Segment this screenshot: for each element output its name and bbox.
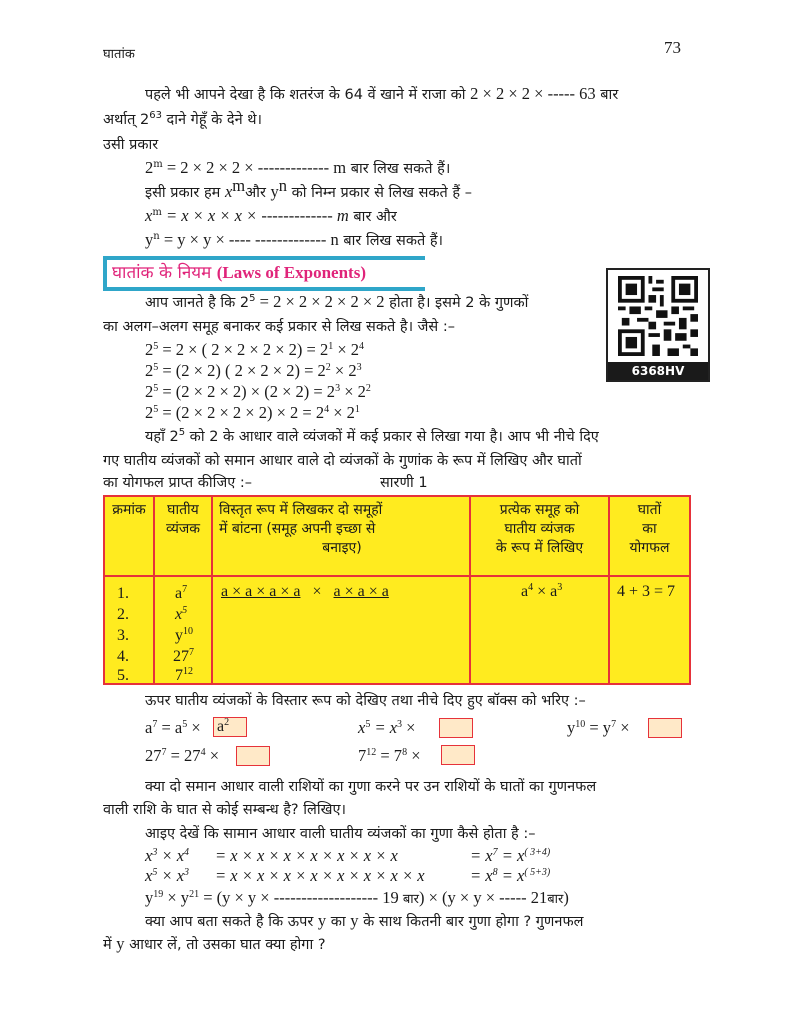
math: × 2 [329,403,355,422]
text: बार [547,892,564,907]
math: = x × x × x × ------------- m [161,206,349,225]
math: = 2 × 2 × 2 × 2 × 2 [255,292,385,311]
header-line: घातीय व्यंजक [504,521,575,537]
text: आप जानते है कि 2 [145,295,250,311]
header-line: विस्तृत रूप में लिखकर दो समूहों [219,502,383,518]
math: × y [163,888,190,907]
qr-code-label: 6368HV [608,362,708,380]
superscript: 5 [152,867,158,878]
text: बार और [348,209,397,225]
superscript: 10 [575,719,586,730]
text: आधार लें, तो उसका घात क्या होगा ? [124,937,326,953]
heading-english: (Laws of Exponents) [216,263,366,282]
exp: 7 [189,647,194,658]
math: = 2 × 2 × 2 × ------------- m [162,158,347,177]
math: × [402,718,416,737]
group-a: a × a × a × a [221,583,301,600]
math: = (2 × 2 × 2 × 2) × 2 = 2 [158,403,325,422]
superscript: 2 [224,717,230,728]
heading-hindi: घातांक के नियम [112,263,217,283]
question1-line-1: क्या दो समान आधार वाली राशियों का गुणा करने पर उन राशियों के घातों का गुणनफल [145,779,597,795]
math: = (2 × 2 × 2) × (2 × 2) = 2 [158,382,336,401]
superscript: 5 [153,341,159,352]
superscript: 19 [153,889,164,900]
multiply-eq-1-expand: = x × x × x × x × x × x × x [215,846,398,865]
math: = a [157,718,183,737]
text: के साथ कितनी बार गुणा होगा ? गुणनफल [358,914,584,930]
example-3 [145,382,371,402]
math: × [205,746,219,765]
math: y [145,888,154,907]
math: = x [497,846,525,865]
header-expression [155,501,211,539]
fill-item-2 [358,718,415,738]
multiply-eq-2 [145,866,189,886]
example-1 [145,340,364,360]
header-each-group [471,501,608,558]
answer-value [217,718,229,736]
math: = x [370,718,398,737]
math: = (y × y × ------------------- 19 [199,888,403,907]
exp: 10 [183,626,193,637]
intro-line-6 [145,206,397,227]
multiply-eq-1-result [470,846,550,866]
base: x [175,606,183,623]
math: × x [157,866,185,885]
math: 2 [145,361,154,380]
text: में [103,937,117,953]
header-line: व्यंजक [165,521,201,537]
header-line: घातीय [167,502,199,518]
intro-line-1 [145,84,618,105]
header-line: का [642,521,657,537]
math: 2 [145,340,154,359]
multiply-eq-3 [145,888,569,910]
superscript: 4 [359,341,365,352]
base: y [175,627,183,644]
expression-1 [175,585,187,603]
superscript: 7 [161,747,167,758]
superscript: 5 [182,719,188,730]
serial-3: 3. [117,627,129,644]
intro-line-2 [103,110,262,130]
superscript: ( 5+3) [524,867,551,878]
intro-line-3: उसी प्रकार [103,137,159,153]
group-sep: × [312,583,322,600]
math: × [616,718,630,737]
header-expanded [219,501,465,558]
superscript: 2 [325,362,331,373]
superscript: 3 [397,719,403,730]
serial-2: 2. [117,606,129,623]
math: = x [497,866,525,885]
math: = 27 [166,746,201,765]
header-line: क्रमांक [112,502,146,518]
multiply-eq-2-expand: = x × x × x × x × x × x × x × x [215,866,425,885]
multiply-eq-2-result [470,866,550,886]
fill-item-1 [145,718,201,738]
math: 2 [145,158,154,177]
question1-line-2: वाली राशि के घात से कोई सम्बन्ध है? लिखिए। [103,802,346,818]
math: = y × y × ---- ------------- n [159,230,339,249]
math: × 2 [330,361,357,380]
qr-code[interactable] [606,268,710,382]
math: = (2 × 2) ( 2 × 2 × 2) = 2 [158,361,326,380]
text: बार [402,892,419,907]
group-b: a × a × a [333,583,389,600]
base: 7 [175,667,183,684]
math: × 2 [333,340,360,359]
math: 27 [145,746,162,765]
header-line: योगफल [629,540,670,556]
text: यहाँ 2 [145,429,179,445]
text: पहले भी आपने देखा है कि शतरंज के 64 वें खाने में राजा को [145,87,471,103]
math: = y [585,718,612,737]
header-serial [105,501,153,520]
math: y [116,934,125,953]
fill-item-5 [358,746,421,766]
superscript: 5 [153,404,159,415]
question2-line-2 [103,934,326,955]
math: y [567,718,576,737]
math: y [317,911,327,930]
superscript: 3 [356,362,362,373]
serial-5: 5. [117,667,129,684]
header-line: में बांटना (समूह अपनी इच्छा से [219,521,376,537]
superscript: 7 [492,847,498,858]
expression-5 [175,667,193,685]
math: = 7 [376,746,403,765]
serial-1: 1. [117,585,129,602]
math: a [217,718,225,735]
superscript: 2 [365,383,371,394]
header-line: के रूप में लिखिए [495,540,584,556]
row1-sum: 4 + 3 = 7 [617,583,676,600]
superscript: m [153,159,163,170]
math: y [350,911,359,930]
math: x [358,718,366,737]
superscript: 21 [189,889,200,900]
math: y [145,230,154,249]
superscript: 7 [152,719,158,730]
row1-each [521,583,562,601]
superscript: 5 [153,383,159,394]
superscript: 1 [354,404,360,415]
row1-groups [221,583,389,601]
expression-3 [175,627,193,645]
fill-item-4 [145,746,219,766]
text: होता है। इसमे 2 के गुणकों [384,295,529,311]
header-line: प्रत्येक समूह को [499,502,580,518]
base: 27 [173,648,189,665]
header-line: घातों [637,502,662,518]
qr-pattern-icon [616,276,700,356]
math: x [224,182,233,201]
text: बार लिख सकते हैं। [346,161,451,177]
math: 7 [358,746,367,765]
para3-line-3: का योगफल प्राप्त कीजिए :– [103,475,252,491]
math: a [145,718,153,737]
superscript: 12 [366,747,377,758]
intro-line-5 [145,176,472,203]
math: ) [563,888,569,907]
superscript: 8 [492,867,498,878]
serial-4: 4. [117,648,129,665]
math: × [187,718,201,737]
superscript: 7 [611,719,617,730]
math: × 2 [340,382,366,401]
text: क्या आप बता सकते है कि ऊपर [145,914,318,930]
math: a [521,583,529,600]
page-number: 73 [664,38,681,57]
answer-box-4[interactable] [236,746,270,766]
math: 2 × 2 × 2 × ----- 63 [470,84,596,103]
answer-box-2[interactable] [439,718,473,738]
superscript: 5 [153,362,159,373]
superscript: 1 [328,341,334,352]
table-caption: सारणी 1 [380,475,428,491]
text: बार लिख सकते हैं। [338,233,444,249]
exponent-table [103,495,691,685]
superscript: ( 3+4) [524,847,551,858]
text: दाने गेहूँ के देने थे। [161,112,262,128]
text: अर्थात् 2 [103,112,150,128]
multiply-intro: आइए देखें कि सामान आधार वाली घातीय व्यंजकों का गुणा कैसे होता है :– [145,826,536,842]
superscript: m [232,176,246,195]
section-heading [112,260,366,283]
running-head: घातांक [103,47,135,62]
text: और [245,185,271,201]
text: बार [595,87,619,103]
superscript: n [153,231,160,242]
multiply-eq-1 [145,846,189,866]
header-line: बनाइए) [322,540,362,556]
math: × a [533,583,558,600]
math: = x [470,846,493,865]
math: x [145,846,153,865]
answer-box-5[interactable] [441,745,475,765]
superscript: 3 [152,847,158,858]
text: को निम्न प्रकार से लिख सकते हैं – [287,185,472,201]
expression-2 [175,606,187,624]
text: का [326,914,351,930]
para3-line-1 [145,427,599,447]
expression-4 [173,648,194,666]
para2-line-1 [145,292,528,313]
math: × x [157,846,185,865]
fill-item-3 [567,718,630,738]
example-4 [145,403,360,423]
math: ) × (y × y × ----- 21 [418,888,548,907]
math: y [270,182,279,201]
superscript: 5 [178,427,186,438]
math: = x [470,866,493,885]
math: = 2 × ( 2 × 2 × 2 × 2) = 2 [158,340,329,359]
superscript: 4 [184,847,190,858]
intro-line-7 [145,230,443,251]
superscript: 4 [200,747,206,758]
superscript: m [152,207,162,218]
superscript: 5 [365,719,371,730]
superscript: 63 [149,110,162,121]
superscript: n [278,176,287,195]
answer-box-3[interactable] [648,718,682,738]
superscript: 3 [335,383,341,394]
question2-line-1 [145,911,583,932]
intro-line-4 [145,158,450,179]
superscript: 3 [557,582,563,593]
superscript: 3 [184,867,190,878]
header-sum [610,501,689,558]
para3-line-2: गए घातीय व्यंजकों को समान आधार वाले दो व्यंजकों के गुणांक के रूप में लिखिए और घातों [103,453,582,469]
math: x [145,866,153,885]
exp: 12 [183,666,193,677]
superscript: 8 [402,747,408,758]
superscript: 4 [528,582,534,593]
example-2 [145,361,362,381]
text: इसी प्रकार हम [145,185,225,201]
math: 2 [145,382,154,401]
superscript: 5 [249,293,256,304]
answer-box-1[interactable] [213,717,247,737]
math: 2 [145,403,154,422]
base: a [175,585,183,602]
exp: 5 [182,605,188,616]
para2-line-2: का अलग–अलग समूह बनाकर कई प्रकार से लिख सकते है। जैसे :– [103,319,455,335]
text: को 2 के आधार वाले व्यंजकों में कई प्रकार से लिखा गया है। आप भी नीचे दिए [185,429,599,445]
math: x [145,206,153,225]
math: × [407,746,421,765]
superscript: 4 [324,404,330,415]
exp: 7 [182,584,188,595]
fill-instruction: ऊपर घातीय व्यंजकों के विस्तार रूप को देखिए तथा नीचे दिए हुए बॉक्स को भरिए :– [145,693,586,709]
